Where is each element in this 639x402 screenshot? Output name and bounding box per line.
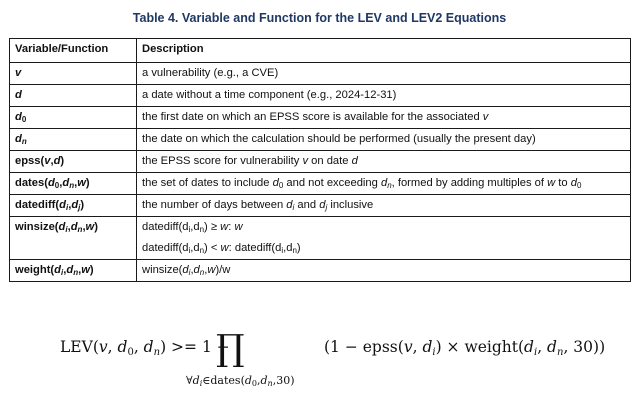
lev-formula-rhs: (1 − epss(v, $d_i$) × $weight(d_i$, $d_n$, 30)) bbox=[324, 338, 606, 358]
winsize-case-2: $datediff(d_i,d_n) < w$: $datediff(d_i,d_n)$ bbox=[142, 242, 301, 255]
table-row bbox=[10, 107, 631, 129]
desc-dn: the date on which the calculation should be performed (usually the present day) bbox=[137, 129, 631, 151]
product-subscript: $\forall d_i\in dates(d_0,d_n,30)$ bbox=[186, 374, 295, 388]
table-caption: Table 4. Variable and Function for the LEV and LEV2 Equations bbox=[132, 11, 507, 25]
product-operator: ∏ bbox=[216, 328, 245, 369]
table-row bbox=[10, 85, 631, 107]
table-row bbox=[10, 63, 631, 85]
table-row bbox=[10, 195, 631, 217]
desc-d: a date without a time component (e.g., 2024-12-31) bbox=[137, 85, 631, 107]
table-row bbox=[10, 260, 631, 282]
variable-table bbox=[9, 38, 631, 282]
table-row bbox=[10, 129, 631, 151]
header-description: Description bbox=[137, 39, 631, 63]
table-row bbox=[10, 173, 631, 195]
var-winsize: $winsize(d_i,d_n,w)$ bbox=[10, 217, 137, 260]
desc-datediff: the number of days between $d_i$ and $d_j$ inclusive bbox=[137, 195, 631, 217]
winsize-case-1: $datediff(d_i,d_n) \ge w$: w bbox=[142, 221, 243, 234]
table-row bbox=[10, 151, 631, 173]
var-dn: $d_n$ bbox=[10, 129, 137, 151]
desc-d0: the first date on which an EPSS score is available for the associated v bbox=[137, 107, 631, 129]
table-row bbox=[10, 217, 631, 260]
table-header-row bbox=[10, 39, 631, 63]
desc-dates: the set of dates to include $d_0$ and not exceeding $d_n$, formed by adding multiples of w to $d_0$ bbox=[137, 173, 631, 195]
var-v: v bbox=[10, 63, 137, 85]
var-epss: epss(v,d) bbox=[10, 151, 137, 173]
var-d: d bbox=[10, 85, 137, 107]
desc-weight: $winsize(d_i,d_n,w)/w$ bbox=[137, 260, 631, 282]
header-variable: Variable/Function bbox=[10, 39, 137, 63]
var-dates: $dates(d_0,d_n,w)$ bbox=[10, 173, 137, 195]
var-weight: $weight(d_i,d_n,w)$ bbox=[10, 260, 137, 282]
desc-v: a vulnerability (e.g., a CVE) bbox=[137, 63, 631, 85]
var-datediff: $datediff(d_i,d_j)$ bbox=[10, 195, 137, 217]
desc-winsize bbox=[137, 217, 631, 260]
desc-epss: the EPSS score for vulnerability v on date d bbox=[137, 151, 631, 173]
var-d0: $d_0$ bbox=[10, 107, 137, 129]
lev-formula-lhs: LEV(v, $d_0$, $d_n) >= 1$ − bbox=[60, 338, 230, 358]
